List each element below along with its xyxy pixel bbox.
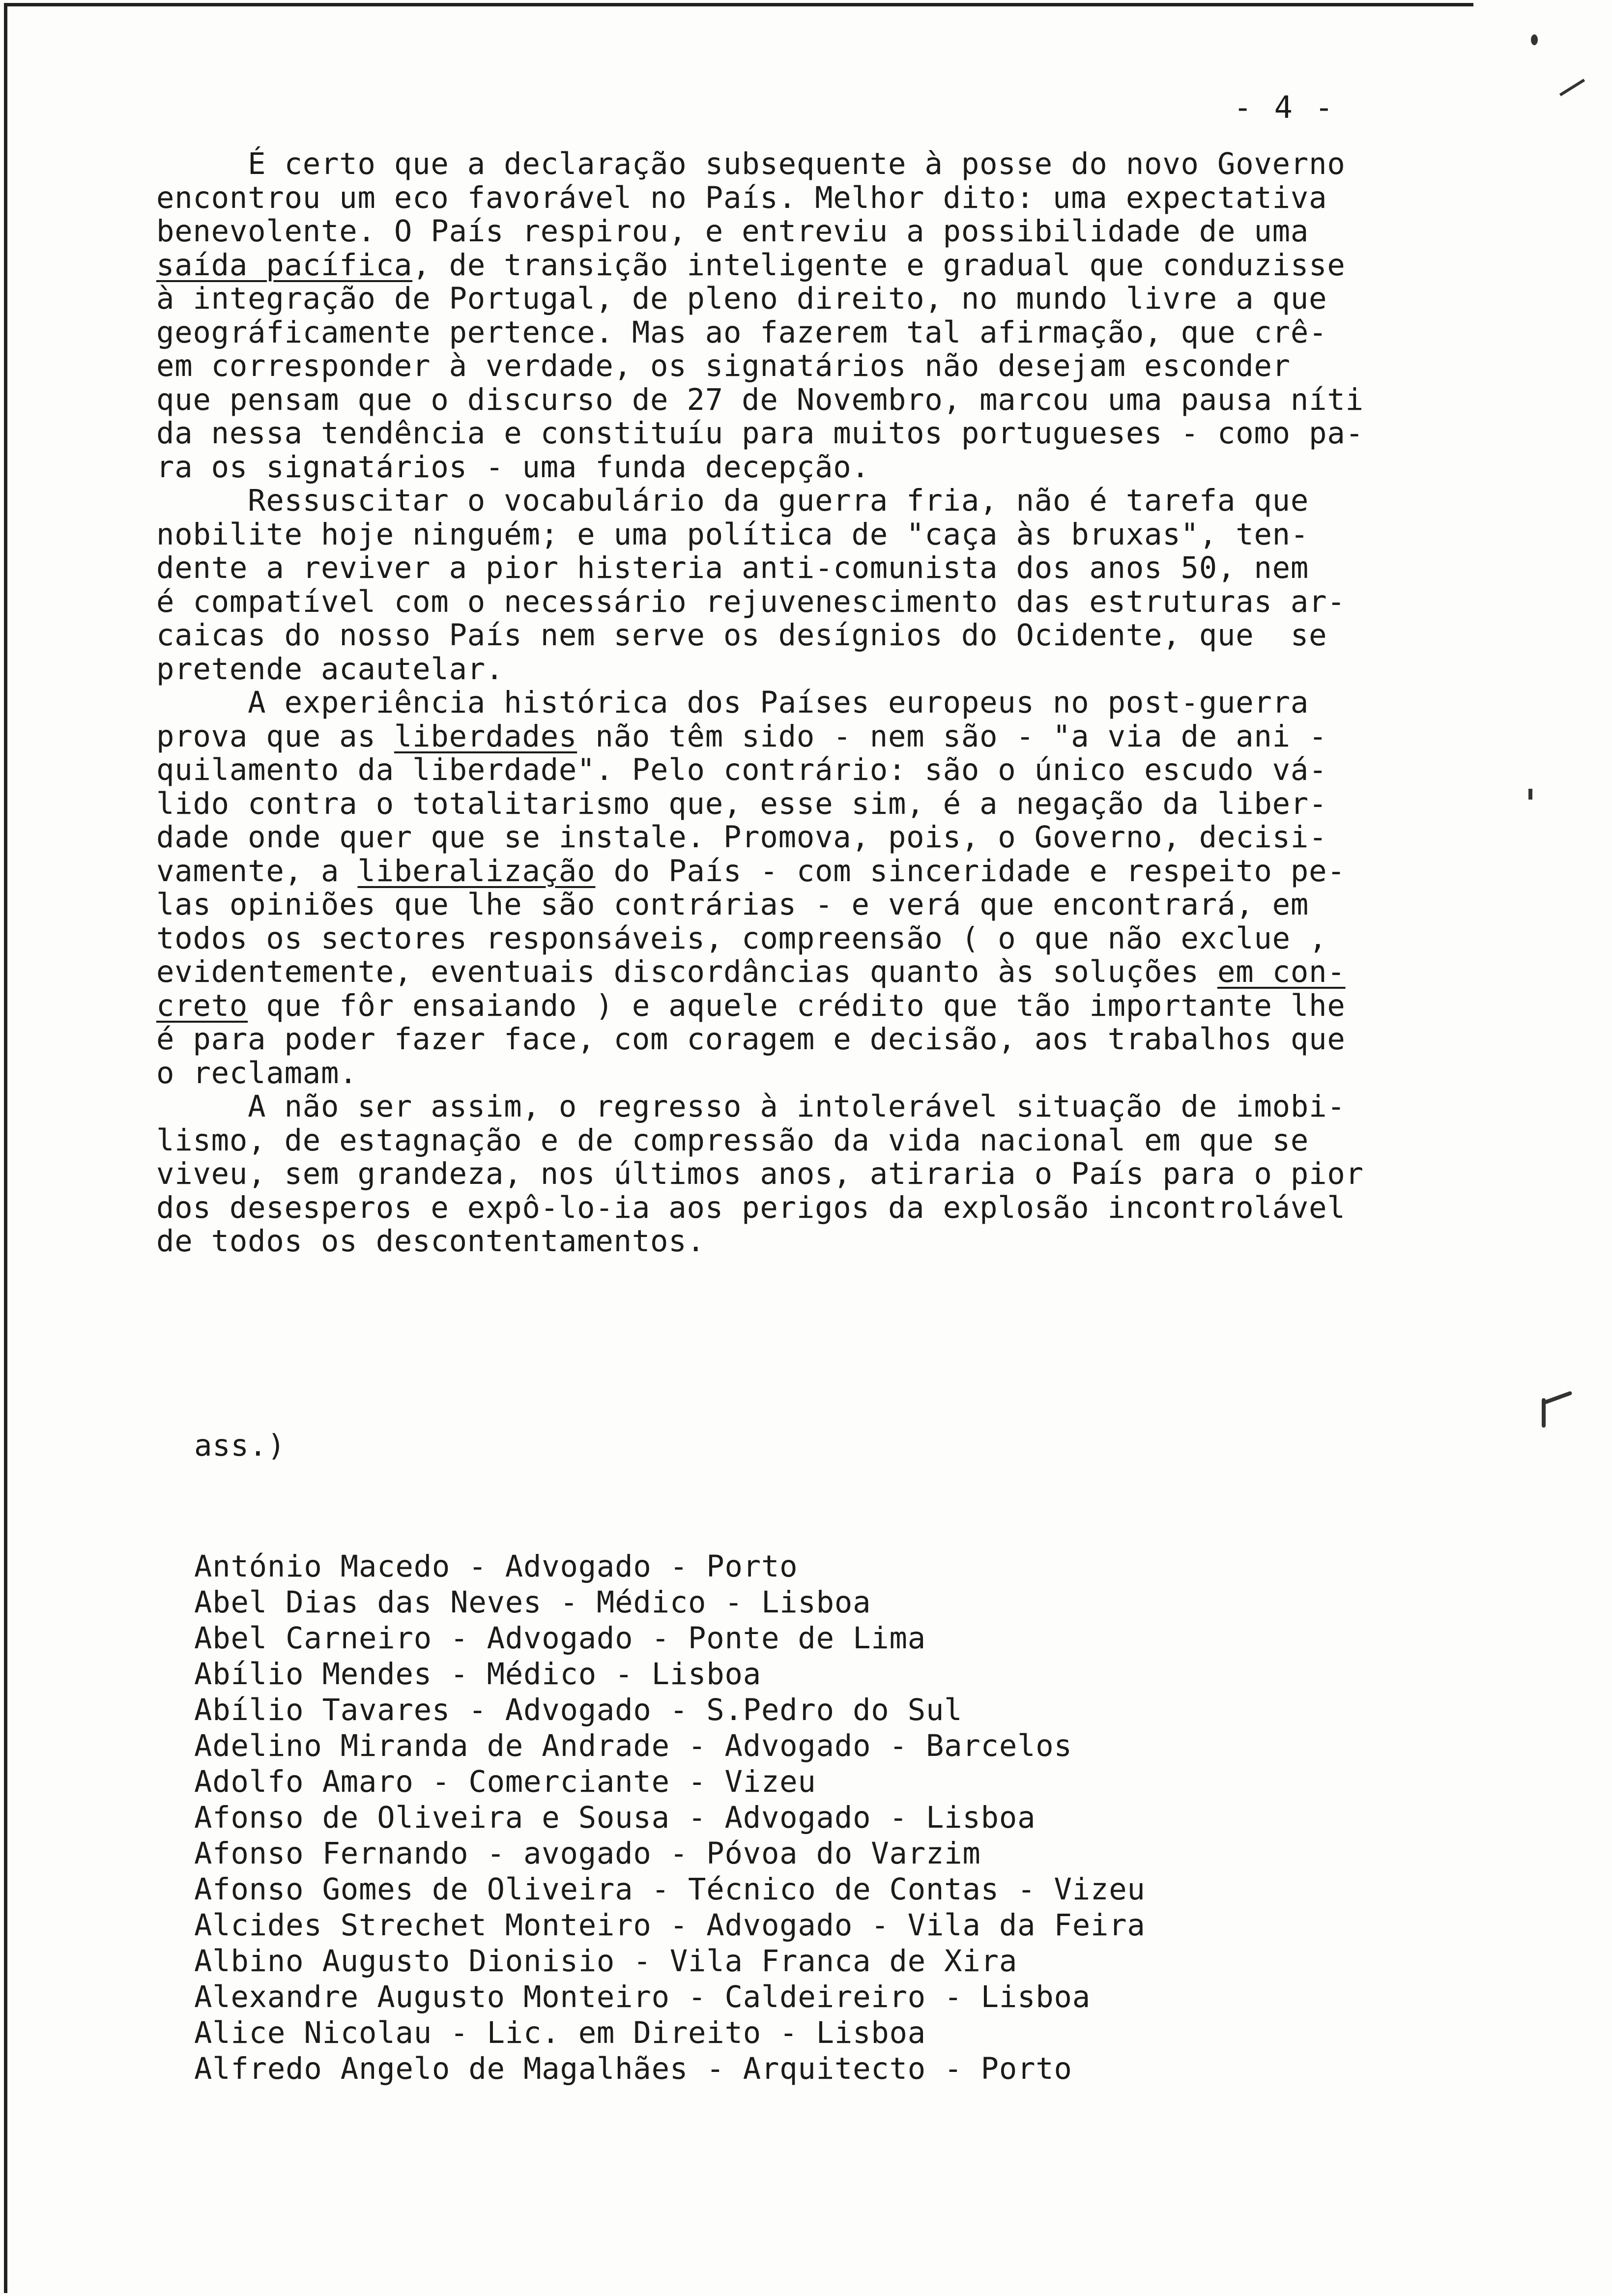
text-segment: vamente, a (156, 854, 358, 889)
text-segment: o reclamam. (156, 1056, 358, 1091)
underlined-text: saída pacífica (156, 248, 413, 283)
text-segment: É certo que a declaração subsequente à posse do novo Governo (156, 147, 1346, 181)
text-line (156, 349, 1434, 383)
text-segment: à integração de Portugal, de pleno direito, no mundo livre a que (156, 282, 1327, 316)
signatory-entry: Afonso Gomes de Oliveira - Técnico de Contas - Vizeu (194, 1872, 1146, 1907)
signatures-label: ass.) (194, 1429, 286, 1463)
signatory-entry: Alcides Strechet Monteiro - Advogado - Vila da Feira (194, 1908, 1146, 1943)
underlined-text: liberdades (394, 719, 577, 754)
underlined-text: liberalização (357, 854, 596, 889)
text-line (156, 383, 1434, 417)
text-segment: caicas do nosso País nem serve os desígnios do Ocidente, que se (156, 618, 1327, 653)
text-segment: Ressuscitar o vocabulário da guerra fria, não é tarefa que (156, 484, 1309, 518)
text-segment: A não ser assim, o regresso à intolerável situação de imobi- (156, 1090, 1346, 1124)
text-segment: quilamento da liberdade". Pelo contrário: são o único escudo vá- (156, 753, 1327, 787)
margin-mark (1543, 1391, 1572, 1405)
text-line (156, 955, 1434, 989)
margin-mark (1542, 1398, 1546, 1428)
text-line (156, 417, 1434, 451)
text-segment: em corresponder à verdade, os signatários não desejam esconder (156, 349, 1291, 383)
text-line (156, 787, 1434, 821)
text-line (156, 855, 1434, 889)
text-line (156, 181, 1434, 215)
signatures-block (194, 1356, 1146, 2159)
text-line (156, 619, 1434, 653)
signatory-entry: Alfredo Angelo de Magalhães - Arquitecto - Porto (194, 2052, 1072, 2086)
text-line (156, 1023, 1434, 1057)
text-segment: geográficamente pertence. Mas ao fazerem tal afirmação, que crê- (156, 315, 1327, 350)
text-segment: todos os sectores responsáveis, compreensão ( o que não exclue , (156, 921, 1327, 956)
text-line (156, 922, 1434, 956)
text-segment: que pensam que o discurso de 27 de Novembro, marcou uma pausa níti (156, 382, 1364, 417)
margin-mark (1559, 79, 1585, 96)
text-segment: não têm sido - nem são - "a via de ani - (577, 719, 1327, 754)
text-segment: prova que as (156, 719, 394, 754)
text-segment: viveu, sem grandeza, nos últimos anos, atiraria o País para o pior (156, 1157, 1364, 1191)
text-segment: encontrou um eco favorável no País. Melhor dito: uma expectativa (156, 180, 1327, 215)
paragraph (156, 484, 1434, 686)
signatory-entry: Abel Carneiro - Advogado - Ponte de Lima (194, 1621, 926, 1656)
signatory-entry: Abílio Tavares - Advogado - S.Pedro do Sul (194, 1693, 963, 1727)
paragraph (156, 147, 1434, 484)
text-segment: pretende acautelar. (156, 652, 504, 687)
text-segment: , de transição inteligente e gradual que conduzisse (412, 248, 1346, 283)
signatory-entry: Adelino Miranda de Andrade - Advogado - Barcelos (194, 1729, 1072, 1763)
text-line (156, 1057, 1434, 1091)
signatory-entry: Afonso de Oliveira e Sousa - Advogado - Lisboa (194, 1801, 1036, 1835)
text-segment: dade onde quer que se instale. Promova, pois, o Governo, decisi- (156, 820, 1327, 855)
margin-mark (1528, 789, 1532, 800)
signatory-entry: Abílio Mendes - Médico - Lisboa (194, 1657, 761, 1692)
text-segment: é para poder fazer face, com coragem e decisão, aos trabalhos que (156, 1022, 1346, 1057)
letter-body (156, 147, 1434, 1259)
signatory-entry: Afonso Fernando - avogado - Póvoa do Varzim (194, 1837, 981, 1871)
text-line (156, 989, 1434, 1023)
text-segment: da nessa tendência e constituíu para muitos portugueses - como pa- (156, 416, 1364, 451)
text-segment: dos desesperos e expô-lo-ia aos perigos da explosão incontrolável (156, 1190, 1346, 1225)
text-segment: ra os signatários - uma funda decepção. (156, 450, 870, 485)
signatory-entry: Abel Dias das Neves - Médico - Lisboa (194, 1585, 871, 1620)
page-border-left (4, 3, 7, 2293)
text-segment: de todos os descontentamentos. (156, 1224, 705, 1259)
underlined-text: em con- (1217, 955, 1346, 989)
margin-mark (1531, 34, 1538, 45)
text-line (156, 249, 1434, 283)
signatory-entry: António Macedo - Advogado - Porto (194, 1550, 798, 1584)
signatory-entry: Adolfo Amaro - Comerciante - Vizeu (194, 1765, 816, 1799)
signatory-entry: Alice Nicolau - Lic. em Direito - Lisboa (194, 2016, 926, 2050)
text-segment: lido contra o totalitarismo que, esse sim, é a negação da liber- (156, 786, 1327, 821)
paragraph (156, 686, 1434, 1090)
text-line (156, 147, 1434, 181)
text-line (156, 484, 1434, 518)
text-line (156, 821, 1434, 855)
signatory-entry: Alexandre Augusto Monteiro - Caldeireiro - Lisboa (194, 1980, 1091, 2014)
text-line (156, 451, 1434, 485)
signatures-list (194, 1549, 1146, 2087)
text-segment: evidentemente, eventuais discordâncias quanto às soluções (156, 955, 1217, 989)
page-border-top (4, 3, 1473, 6)
text-segment: nobilite hoje ninguém; e uma política de "caça às bruxas", ten- (156, 517, 1309, 552)
paragraph (156, 1090, 1434, 1259)
text-segment: dente a reviver a pior histeria anti-comunista dos anos 50, nem (156, 551, 1309, 585)
page-number: - 4 - (1234, 89, 1335, 125)
text-line (156, 316, 1434, 350)
text-line (156, 215, 1434, 249)
text-line (156, 720, 1434, 754)
text-line (156, 551, 1434, 585)
text-line (156, 585, 1434, 619)
text-segment: que fôr ensaiando ) e aquele crédito que tão importante lhe (248, 988, 1346, 1023)
text-line (156, 653, 1434, 687)
text-line (156, 518, 1434, 552)
text-line (156, 1157, 1434, 1191)
text-line (156, 888, 1434, 922)
text-segment: é compatível com o necessário rejuvenescimento das estruturas ar- (156, 584, 1346, 619)
text-line (156, 1191, 1434, 1225)
text-segment: las opiniões que lhe são contrárias - e verá que encontrará, em (156, 888, 1309, 922)
text-segment: A experiência histórica dos Países europeus no post-guerra (156, 686, 1309, 720)
text-segment: benevolente. O País respirou, e entreviu a possibilidade de uma (156, 214, 1309, 249)
underlined-text: creto (156, 988, 248, 1023)
text-line (156, 1225, 1434, 1259)
text-segment: lismo, de estagnação e de compressão da vida nacional em que se (156, 1123, 1309, 1158)
text-segment: do País - com sinceridade e respeito pe- (595, 854, 1346, 889)
text-line (156, 1090, 1434, 1124)
text-line (156, 282, 1434, 316)
text-line (156, 686, 1434, 720)
text-line (156, 1124, 1434, 1158)
signatory-entry: Albino Augusto Dionisio - Vila Franca de Xira (194, 1944, 1018, 1979)
text-line (156, 753, 1434, 787)
